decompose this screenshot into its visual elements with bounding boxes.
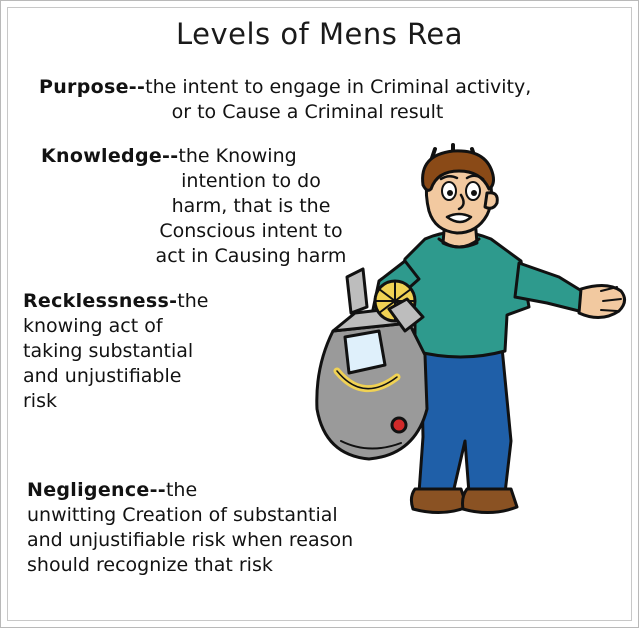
entry-recklessness	[23, 289, 233, 414]
entry-knowledge-line4: Conscious intent to	[159, 220, 343, 243]
entry-recklessness-line1: the	[177, 290, 209, 312]
entry-knowledge-line2: intention to do	[181, 170, 321, 193]
entry-recklessness-term: Recklessness-	[23, 290, 178, 312]
entry-purpose-line1: the intent to engage in Criminal activity,	[145, 76, 532, 98]
entry-negligence-term: Negligence--	[27, 479, 166, 501]
entry-negligence-line4: should recognize that risk	[27, 554, 273, 577]
entry-recklessness-line3: taking substantial	[23, 340, 194, 363]
entry-negligence-line1: the	[165, 479, 198, 501]
sack-item-handle	[347, 269, 367, 313]
shoe-right	[463, 489, 518, 513]
cartoon-man-with-loot-sack-illustration	[229, 141, 629, 521]
entry-negligence-line2: unwitting Creation of substantial	[27, 504, 338, 527]
shoe-left	[411, 489, 467, 513]
entry-negligence-line3: and unjustifiable risk when reason	[27, 529, 354, 552]
entry-recklessness-line4: and unjustifiable	[23, 365, 182, 388]
entry-purpose-term: Purpose--	[39, 76, 146, 98]
entry-recklessness-line2: knowing act of	[23, 315, 163, 338]
entry-recklessness-line5: risk	[23, 390, 57, 413]
page-title: Levels of Mens Rea	[175, 17, 464, 51]
entry-purpose	[35, 75, 580, 125]
entry-knowledge-term: Knowledge--	[41, 145, 179, 167]
entry-knowledge-line1: the Knowing	[178, 145, 297, 167]
entry-knowledge-line3: harm, that is the	[171, 195, 331, 218]
gem-item	[345, 331, 385, 373]
entry-purpose-line2: or to Cause a Criminal result	[171, 101, 444, 124]
red-bead	[392, 418, 406, 432]
pants	[419, 337, 511, 493]
entry-knowledge-line5: act in Causing harm	[155, 245, 347, 268]
ear	[485, 193, 497, 209]
